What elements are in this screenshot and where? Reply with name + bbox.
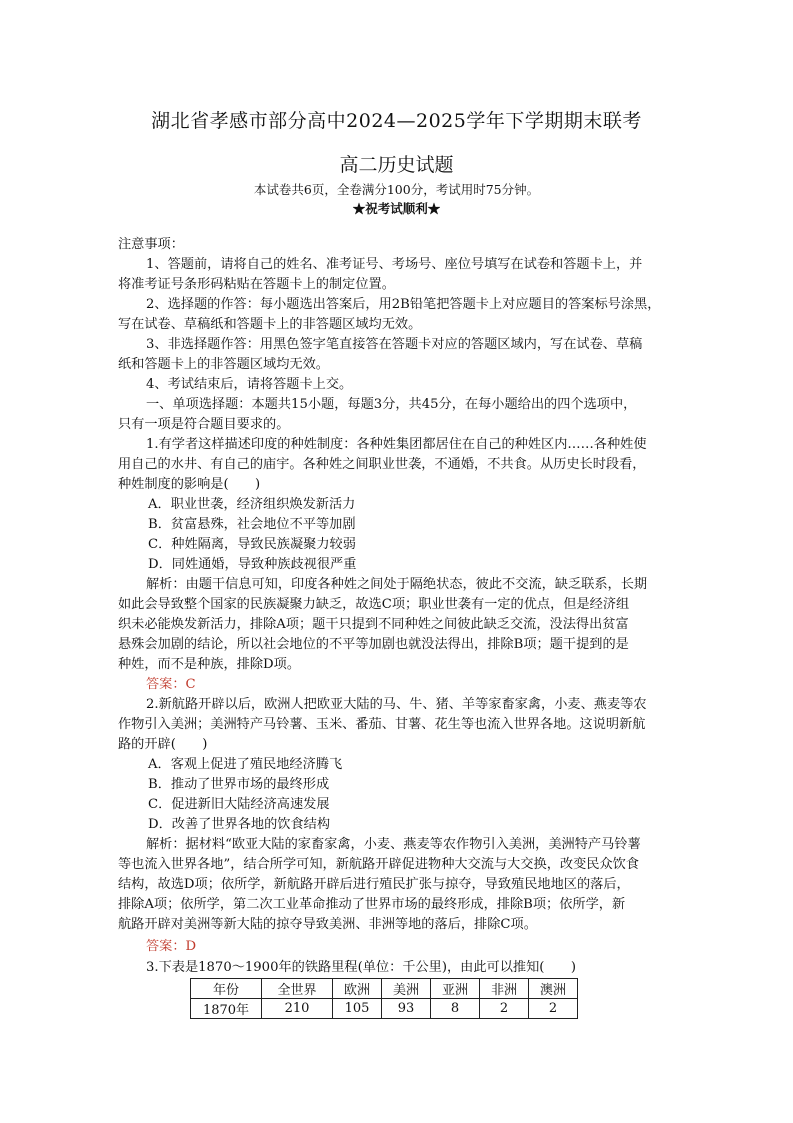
q1-option-a: A．职业世袭，经济组织焕发新活力 <box>148 497 356 512</box>
table-header-cell: 全世界 <box>262 979 333 999</box>
q2-option-a: A．客观上促进了殖民地经济腾飞 <box>148 757 343 772</box>
notes-heading: 注意事项： <box>118 237 184 252</box>
exam-info: 本试卷共6页，全卷满分100分，考试用时75分钟。 <box>253 182 540 197</box>
table-row <box>191 999 578 1019</box>
q1-option-b: B．贫富悬殊，社会地位不平等加剧 <box>148 517 356 532</box>
table-cell: 1870年 <box>191 999 262 1019</box>
table-header-row <box>191 979 578 999</box>
section-heading-cont: 只有一项是符合题目要求的。 <box>118 417 290 432</box>
q2-analysis: 航路开辟对美洲等新大陆的掠夺导致美洲、非洲等地的落后，排除C项。 <box>118 917 537 932</box>
table-cell: 105 <box>333 999 382 1019</box>
exam-title: 湖北省孝感市部分高中2024—2025学年下学期期末联考 <box>151 110 642 132</box>
q1-answer: 答案：C <box>146 677 196 692</box>
exam-blessing: ★祝考试顺利★ <box>352 201 441 216</box>
q1-analysis: 解析：由题干信息可知，印度各种姓之间处于隔绝状态，彼此不交流，缺乏联系，长期 <box>146 577 648 592</box>
q1-analysis: 种姓，而不是种族，排除D项。 <box>118 657 301 672</box>
q2-option-c: C．促进新旧大陆经济高速发展 <box>148 797 330 812</box>
q2-analysis: 等也流入世界各地”，结合所学可知，新航路开辟促进物种大交流与大交换，改变民众饮食 <box>118 857 640 872</box>
q2-analysis: 结构，故选D项；依所学，新航路开辟后进行殖民扩张与掠夺，导致殖民地地区的落后， <box>118 877 630 892</box>
table-cell: 2 <box>529 999 578 1019</box>
q2-option-d: D．改善了世界各地的饮食结构 <box>148 817 331 832</box>
table-header-cell: 年份 <box>191 979 262 999</box>
section-heading: 一、单项选择题：本题共15小题，每题3分，共45分，在每小题给出的四个选项中， <box>146 397 637 412</box>
q1-stem: 用自己的水井、有自己的庙宇。各种姓之间职业世袭，不通婚，不共食。从历史长时段看， <box>118 457 646 472</box>
note-line: 纸和答题卡上的非答题区域均无效。 <box>118 357 329 372</box>
table-header-cell: 非洲 <box>480 979 529 999</box>
q2-answer: 答案：D <box>146 939 197 954</box>
table-cell: 93 <box>382 999 431 1019</box>
table-header-cell: 美洲 <box>382 979 431 999</box>
note-line: 4、考试结束后，请将答题卡上交。 <box>146 377 353 392</box>
table-header-cell: 欧洲 <box>333 979 382 999</box>
q2-stem: 路的开辟( ) <box>118 737 208 752</box>
q2-stem: 作物引入美洲；美洲特产马铃薯、玉米、番茄、甘薯、花生等也流入世界各地。这说明新航 <box>118 717 646 732</box>
note-line: 3、非选择题作答：用黑色签字笔直接答在答题卡对应的答题区域内，写在试卷、草稿 <box>146 337 643 352</box>
q3-stem: 3.下表是1870～1900年的铁路里程(单位：千公里)，由此可以推知( ) <box>146 960 576 975</box>
note-line: 1、答题前，请将自己的姓名、准考证号、考场号、座位号填写在试卷和答题卡上，并 <box>146 257 643 272</box>
table-cell: 2 <box>480 999 529 1019</box>
q2-option-b: B．推动了世界市场的最终形成 <box>148 777 330 792</box>
note-line: 将准考证号条形码粘贴在答题卡上的制定位置。 <box>118 277 395 292</box>
exam-subtitle: 高二历史试题 <box>339 154 454 176</box>
q1-option-c: C．种姓隔离，导致民族凝聚力较弱 <box>148 537 356 552</box>
q2-stem: 2.新航路开辟以后，欧洲人把欧亚大陆的马、牛、猪、羊等家畜家禽，小麦、燕麦等农 <box>146 697 647 712</box>
q1-option-d: D．同姓通婚，导致种族歧视很严重 <box>148 557 357 572</box>
note-line: 2、选择题的作答：每小题选出答案后，用2B铅笔把答题卡上对应题目的答案标号涂黑， <box>146 297 661 312</box>
note-line: 写在试卷、草稿纸和答题卡上的非答题区域均无效。 <box>118 317 422 332</box>
q1-stem: 种姓制度的影响是( ) <box>118 477 261 492</box>
q1-stem: 1.有学者这样描述印度的种姓制度：各种姓集团都居住在自己的种姓区内……各种姓使 <box>146 437 647 452</box>
table-cell: 210 <box>262 999 333 1019</box>
railway-table <box>190 978 578 1019</box>
q1-analysis: 悬殊会加剧的结论，所以社会地位的不平等加剧也就没法得出，排除B项；题干提到的是 <box>118 637 629 652</box>
table-header-cell: 澳洲 <box>529 979 578 999</box>
q2-analysis: 解析：据材料“欧亚大陆的家畜家禽，小麦、燕麦等农作物引入美洲，美洲特产马铃薯 <box>146 837 641 852</box>
q1-analysis: 织未必能焕发新活力，排除A项；题干只提到不同种姓之间彼此缺乏交流，没法得出贫富 <box>118 617 629 632</box>
table-header-cell: 亚洲 <box>431 979 480 999</box>
q1-analysis: 如此会导致整个国家的民族凝聚力缺乏，故选C项；职业世袭有一定的优点，但是经济组 <box>118 597 630 612</box>
q2-analysis: 排除A项；依所学，第二次工业革命推动了世界市场的最终形成，排除B项；依所学，新 <box>118 897 626 912</box>
table-cell: 8 <box>431 999 480 1019</box>
